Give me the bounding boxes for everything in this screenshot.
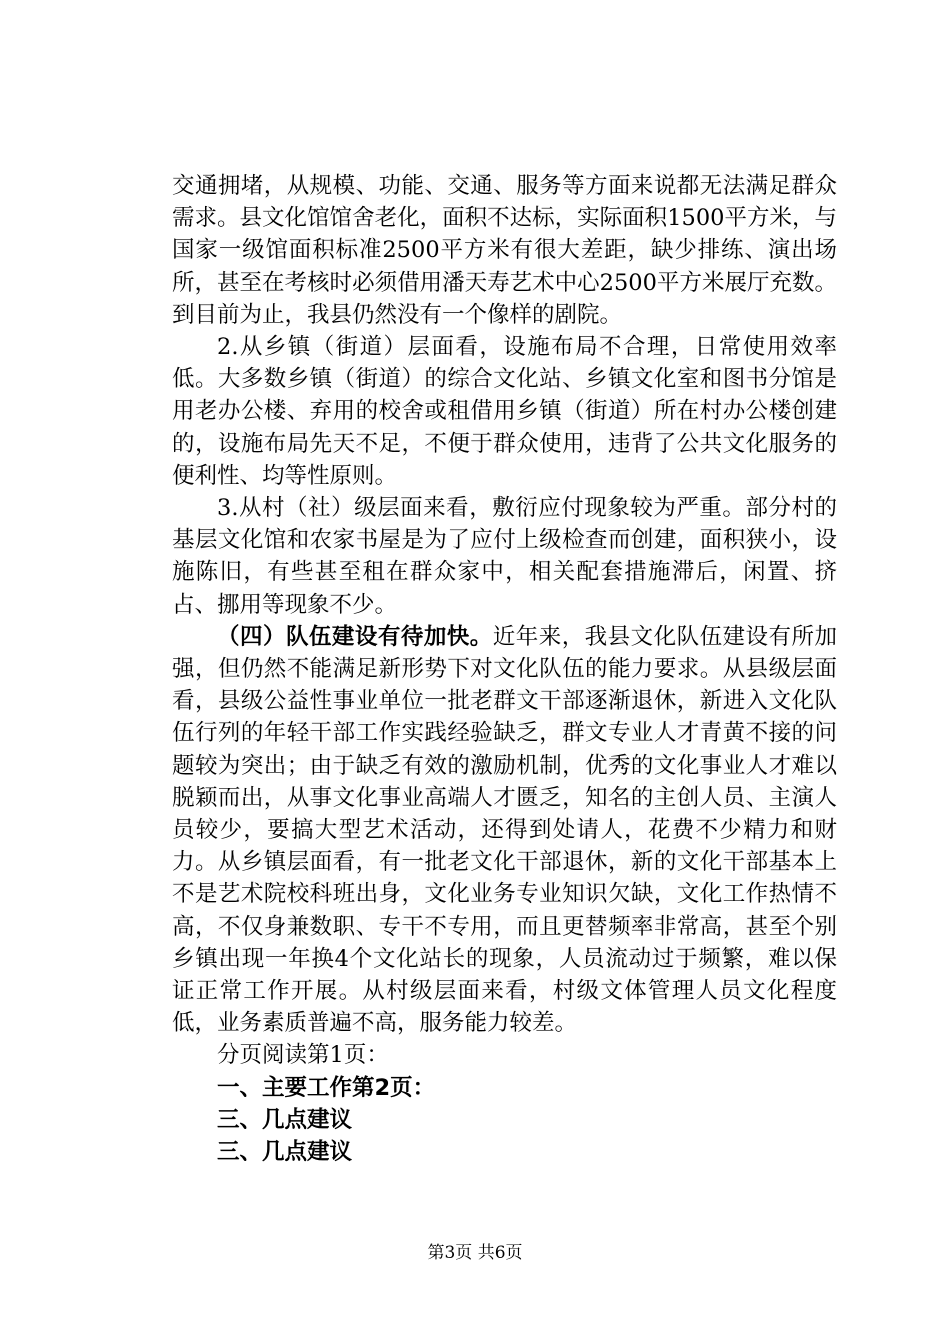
paragraph-4-body: 近年来，我县文化队伍建设有所加强，但仍然不能满足新形势下对文化队伍的能力要求。从县级层面看，县级公益性事业单位一批老群文干部逐渐退休，新进入文化队伍行列的年轻干部工作实践经验缺乏，群文专业人才青黄不接的问题较为突出；由于缺乏有效的激励机制，优秀的文化事业人才难以脱颖而出，从事文化事业高端人才匮乏，知名的主创人员、主演人员较少，要搞大型艺术活动，还得到处请人，花费不少精力和财力。从乡镇层面看，有一批老文化干部退休，新的文化干部基本上不是艺术院校科班出身，文化业务专业知识欠缺，文化工作热情不高，不仅身兼数职、专干不专用，而且更替频率非常高，甚至个别乡镇出现一年换4个文化站长的现象，人员流动过于频繁，难以保证正常工作开展。从村级层面来看，村级文体管理人员文化程度低，业务素质普遍不高，服务能力较差。 — [172, 623, 837, 1037]
pagination-intro: 分页阅读第1页： — [217, 1042, 389, 1069]
document-body — [172, 170, 837, 1168]
nav-link-suggestions-2[interactable]: 三、几点建议 — [217, 1138, 353, 1165]
paragraph-2: 2.从乡镇（街道）层面看，设施布局不合理，日常使用效率低。大多数乡镇（街道）的综合文化站、乡镇文化室和图书分馆是用老办公楼、弃用的校舍或租借用乡镇（街道）所在村办公楼创建的，设施布局先天不足，不便于群众使用，违背了公共文化服务的便利性、均等性原则。 — [172, 334, 837, 489]
nav-link-main-work[interactable]: 一、主要工作第2页： — [217, 1074, 436, 1101]
paragraph-1: 交通拥堵，从规模、功能、交通、服务等方面来说都无法满足群众需求。县文化馆馆舍老化，面积不达标，实际面积1500平方米，与国家一级馆面积标准2500平方米有很大差距，缺少排练、演出场所，甚至在考核时必须借用潘天寿艺术中心2500平方米展厅充数。到目前为止，我县仍然没有一个像样的剧院。 — [172, 173, 837, 328]
page-footer: 第3页 共6页 — [427, 1243, 523, 1263]
paragraph-3: 3.从村（社）级层面来看，敷衍应付现象较为严重。部分村的基层文化馆和农家书屋是为了应付上级检查而创建，面积狭小，设施陈旧，有些甚至租在群众家中，相关配套措施滞后，闲置、挤占、挪用等现象不少。 — [172, 495, 837, 618]
section-heading-team-building: （四）队伍建设有待加快。 — [217, 623, 493, 650]
paragraph-4 — [172, 621, 837, 1040]
nav-link-suggestions-1[interactable]: 三、几点建议 — [217, 1106, 353, 1133]
